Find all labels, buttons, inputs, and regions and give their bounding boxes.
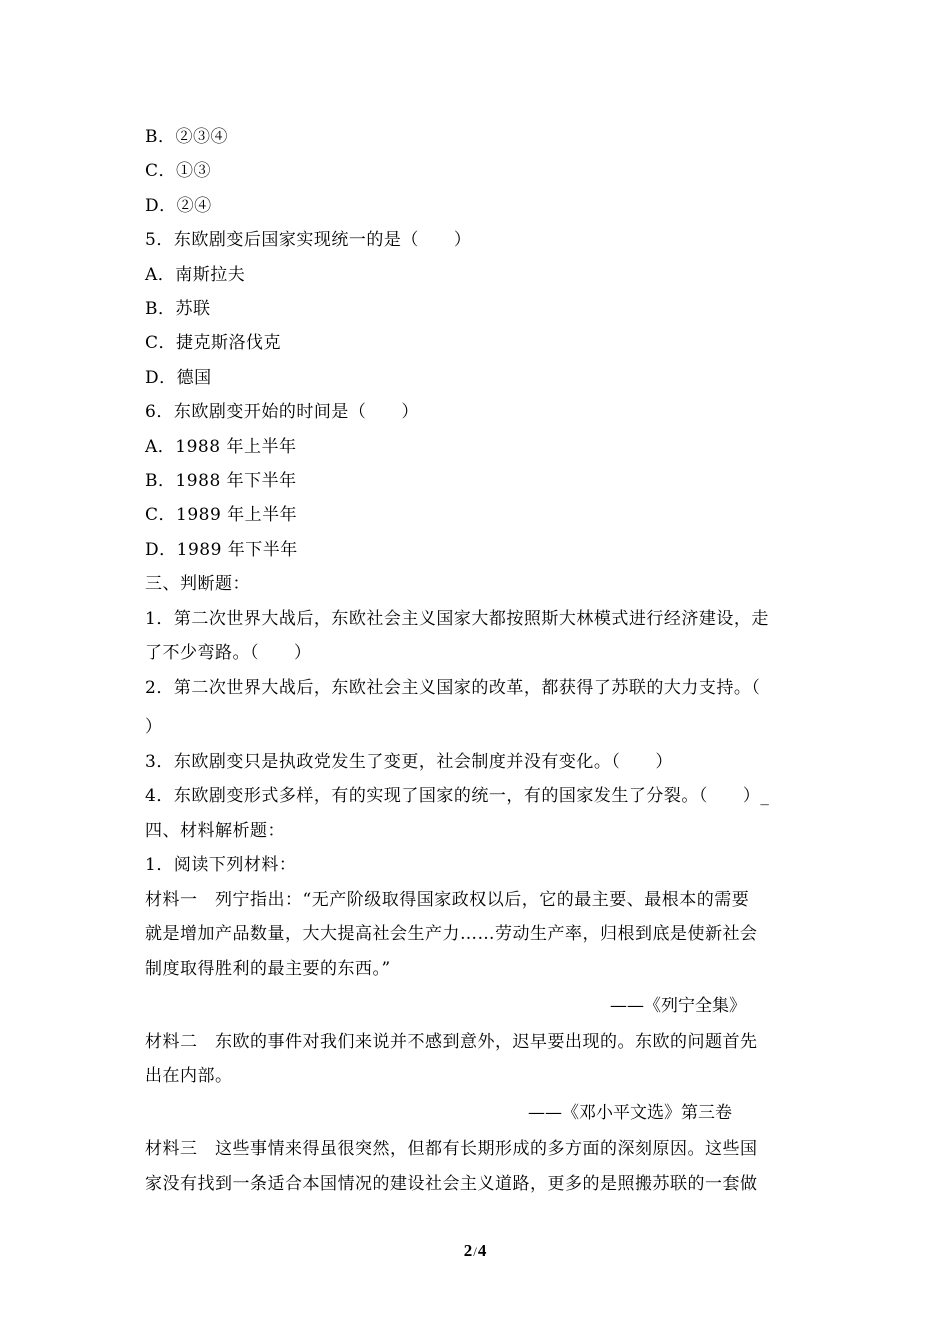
q5-option-b: B．苏联	[145, 299, 211, 319]
q5-option-a: A．南斯拉夫	[145, 265, 246, 285]
material-1-source: ——《列宁全集》	[610, 996, 746, 1016]
q6-option-d: D．1989 年下半年	[145, 540, 298, 560]
material-2-source: ——《邓小平文选》第三卷	[528, 1103, 732, 1123]
q5-option-c: C．捷克斯洛伐克	[145, 333, 282, 353]
section-judgement-heading: 三、判断题：	[145, 574, 250, 594]
question-5: 5．东欧剧变后国家实现统一的是（ ）	[145, 230, 472, 250]
section-material-heading: 四、材料解析题：	[145, 821, 285, 841]
option-c-line: C．①③	[145, 161, 212, 181]
page-number-separator: /	[473, 1244, 477, 1259]
judgement-1-line-2: 了不少弯路。（ ）	[145, 643, 312, 663]
q6-option-a: A．1988 年上半年	[145, 437, 297, 457]
material-2-line-1: 材料二 东欧的事件对我们来说并不感到意外，迟早要出现的。东欧的问题首先	[145, 1032, 758, 1052]
material-2-line-2: 出在内部。	[145, 1066, 233, 1086]
q5-option-d: D．德国	[145, 368, 212, 388]
material-3-line-2: 家没有找到一条适合本国情况的建设社会主义道路，更多的是照搬苏联的一套做	[145, 1174, 758, 1194]
page-number	[0, 1241, 950, 1261]
option-d-line: D．②④	[145, 196, 212, 216]
q6-option-c: C．1989 年上半年	[145, 505, 298, 525]
material-1-line-2: 就是增加产品数量，大大提高社会生产力……劳动生产率，归根到底是使新社会	[145, 924, 758, 944]
material-3-line-1: 材料三 这些事情来得虽很突然，但都有长期形成的多方面的深刻原因。这些国	[145, 1139, 758, 1159]
material-1-line-1: 材料一 列宁指出：“无产阶级取得国家政权以后，它的最主要、最根本的需要	[145, 890, 750, 910]
judgement-3: 3．东欧剧变只是执政党发生了变更，社会制度并没有变化。（ ）	[145, 752, 673, 772]
page-number-total: 4	[477, 1241, 487, 1260]
material-1-line-3: 制度取得胜利的最主要的东西。”	[145, 959, 391, 979]
page-number-current: 2	[463, 1241, 473, 1260]
judgement-2-line-1: 2．第二次世界大战后，东欧社会主义国家的改革，都获得了苏联的大力支持。（	[145, 678, 761, 698]
judgement-1-line-1: 1．第二次世界大战后，东欧社会主义国家大都按照斯大林模式进行经济建设，走	[145, 609, 769, 629]
judgement-2-line-2: ）	[145, 717, 163, 737]
q6-option-b: B．1988 年下半年	[145, 471, 297, 491]
judgement-4: 4．东欧剧变形式多样，有的实现了国家的统一，有的国家发生了分裂。（ ）_	[145, 786, 770, 806]
question-6: 6．东欧剧变开始的时间是（ ）	[145, 402, 419, 422]
material-question-1: 1．阅读下列材料：	[145, 855, 297, 875]
option-b-line: B．②③④	[145, 127, 228, 147]
